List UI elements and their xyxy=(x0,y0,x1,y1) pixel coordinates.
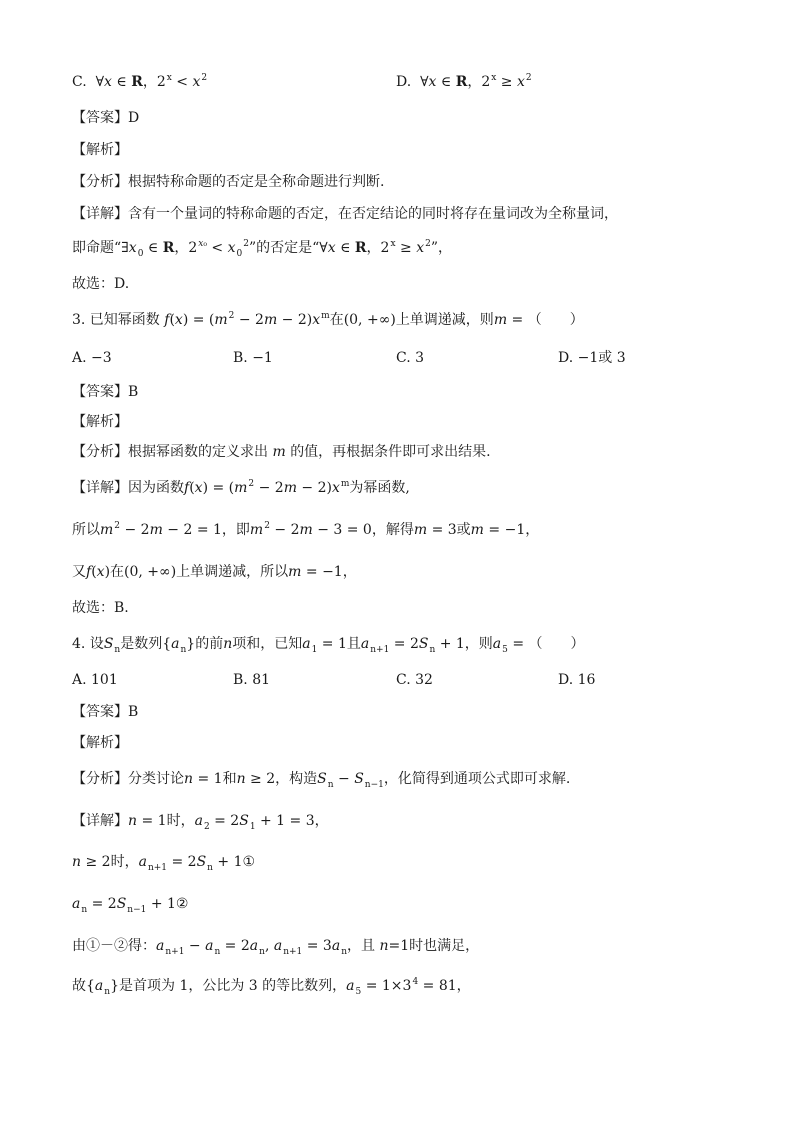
q2-analysis-heading: 【解析】 xyxy=(72,142,128,158)
q4-answer: 【答案】B xyxy=(72,704,139,720)
q3-question: 3. 已知幂函数 $f(x) = (m^2 - 2m - 2)x^m$在(0, +∞)上单调递减，则m = （ ） xyxy=(72,311,584,328)
q3-option-a: A. −3 xyxy=(72,350,112,366)
q2-option-c: C. ∀x ∈ R，$2^x < x^2$ xyxy=(72,73,208,90)
q3-detail: 【详解】因为函数$f(x) = (m^2 - 2m - 2)x^m$为幂函数, xyxy=(72,479,410,496)
q4-analysis: 【分析】分类讨论n = 1和n ≥ 2，构造$S_n - S_{n-1}$，化简得到通项公式即可求解. xyxy=(72,771,571,790)
q3-detail-line2: 所以$m^2 - 2m - 2 = 1$，即$m^2 - 2m - 3 = 0$，解得m = 3或m = −1， xyxy=(72,521,540,538)
q3-option-c: C. 3 xyxy=(396,350,425,366)
q4-analysis-heading: 【解析】 xyxy=(72,735,128,751)
q3-conclusion: 故选：B. xyxy=(72,600,129,616)
q3-answer: 【答案】B xyxy=(72,384,139,400)
q2-option-d: D. ∀x ∈ R，$2^x \ge x^2$ xyxy=(396,73,532,90)
q4-detail-line5: 故$\{a_n\}$是首项为 1，公比为 3 的等比数列，$a_5 = 1\times 3^4 = 81$， xyxy=(72,977,471,997)
q2-answer: 【答案】D xyxy=(72,110,140,126)
q4-question: 4. 设$S_n$是数列$\{a_n\}$的前n项和，已知$a_1 = 1$且$a_{n+1} = 2S_n + 1$，则$a_5$ = （ ） xyxy=(72,636,585,655)
q4-option-a: A. 101 xyxy=(72,672,118,688)
q4-option-b: B. 81 xyxy=(233,672,271,688)
q4-detail: 【详解】n = 1时，$a_2 = 2S_1 + 1 = 3$， xyxy=(72,813,329,832)
q4-option-d: D. 16 xyxy=(558,672,596,688)
q2-conclusion: 故选：D. xyxy=(72,276,130,292)
q3-option-b: B. −1 xyxy=(233,350,273,366)
q4-detail-eq2: $a_n = 2S_{n-1}$ + 1② xyxy=(72,896,189,915)
q2-analysis: 【分析】根据特称命题的否定是全称命题进行判断. xyxy=(72,174,385,190)
q4-option-c: C. 32 xyxy=(396,672,433,688)
q4-detail-line4: 由①－②得：$a_{n+1} - a_n = 2a_n$, $a_{n+1} = 3a_n$，且 n=1时也满足， xyxy=(72,938,480,957)
q3-analysis: 【分析】根据幂函数的定义求出 m 的值，再根据条件即可求出结果. xyxy=(72,444,491,460)
q2-detail: 【详解】含有一个量词的特称命题的否定，在否定结论的同时将存在量词改为全称量词， xyxy=(72,206,618,222)
q3-analysis-heading: 【解析】 xyxy=(72,414,128,430)
q2-detail-line2: 即命题“$\exists x_0$ ∈ R，$2^{x_0} < x_0^2$”的否定是“∀x ∈ R，$2^x \ge x^2$”， xyxy=(72,239,452,259)
q3-detail-line3: 又f(x)在(0, +∞)上单调递减，所以m = −1， xyxy=(72,564,357,580)
q4-detail-eq1: n ≥ 2时，$a_{n+1} = 2S_n$ + 1① xyxy=(72,854,256,873)
q3-option-d: D. −1或 3 xyxy=(558,350,626,366)
